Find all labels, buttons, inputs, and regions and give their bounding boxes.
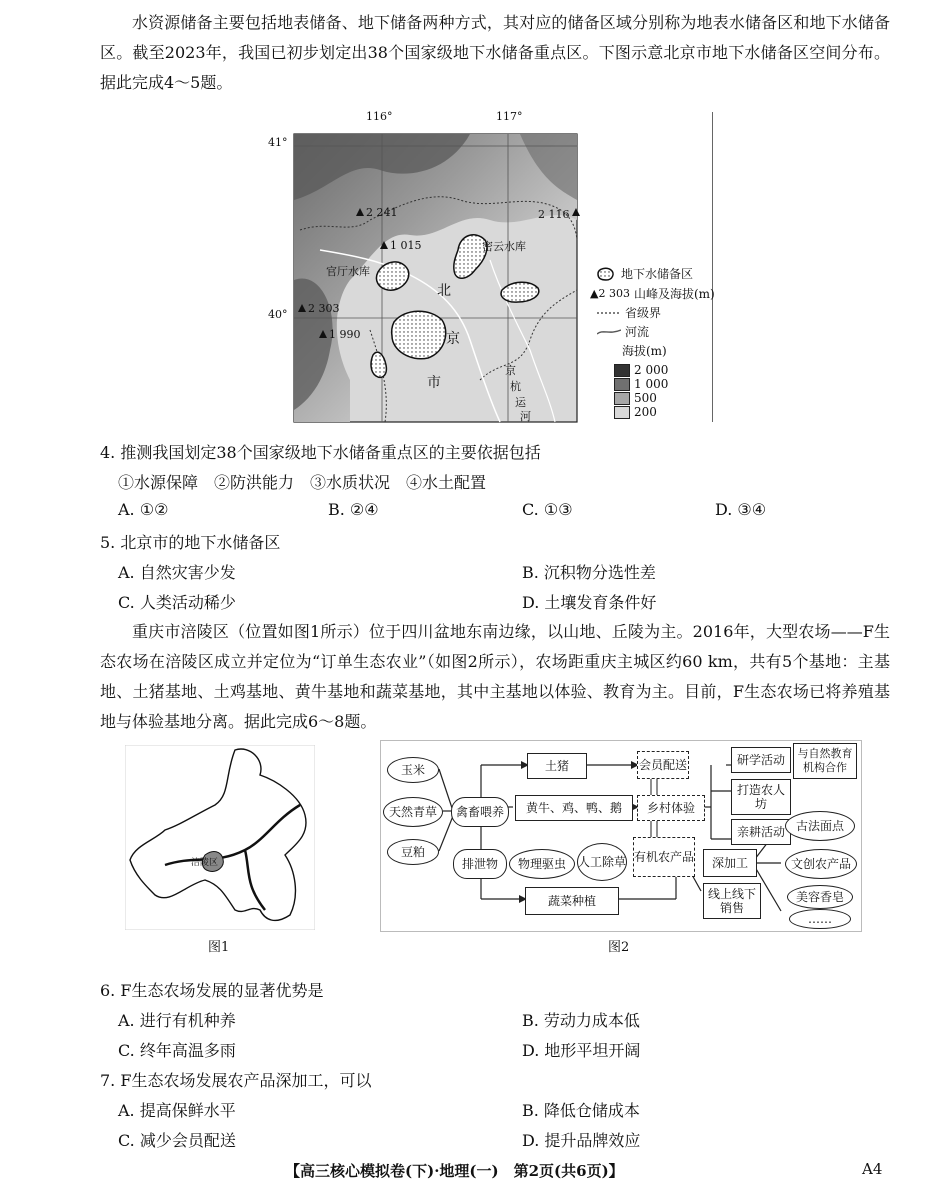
question-6-option-c[interactable]: C. 终年高温多雨: [118, 1041, 236, 1060]
storage-area-icon: [595, 266, 617, 282]
question-5-stem: 5. 北京市的地下水储备区: [100, 533, 281, 552]
elevation-level-1: [614, 363, 668, 377]
box-partner: 与自然教育机构合作: [793, 743, 857, 779]
lat-label-41: 41°: [268, 136, 288, 149]
label-bei: 北: [437, 283, 451, 299]
figure-1-caption: 图1: [208, 940, 230, 955]
box-organic: 有机农产品: [633, 837, 695, 877]
box-corn: 玉米: [387, 757, 439, 783]
elevation-level-label-2: 1 000: [634, 377, 669, 391]
question-4-option-a[interactable]: A. ①②: [118, 500, 169, 519]
box-more: ……: [789, 909, 851, 929]
question-5-option-d[interactable]: D. 土壤发育条件好: [522, 593, 657, 612]
legend-peak-sample: ▲2 303: [590, 287, 630, 300]
chongqing-outline-svg: [125, 745, 315, 930]
elevation-level-label-1: 2 000: [634, 363, 669, 377]
question-5-option-c[interactable]: C. 人类活动稀少: [118, 593, 236, 612]
peak-elevation-3: 1 015: [390, 239, 422, 252]
label-shi: 市: [427, 375, 441, 391]
elevation-level-4: [614, 405, 657, 419]
elevation-swatch-1: [614, 364, 630, 377]
legend-storage-label: 地下水储备区: [621, 267, 694, 281]
elevation-level-label-4: 200: [634, 405, 657, 419]
legend-boundary: [597, 304, 661, 321]
label-canal-1: 京: [505, 364, 516, 377]
boundary-line-icon: [597, 310, 621, 316]
question-5-option-b[interactable]: B. 沉积物分选性差: [522, 563, 656, 582]
question-7-option-b[interactable]: B. 降低仓储成本: [522, 1101, 640, 1120]
peak-elevation-1: 2 241: [366, 206, 398, 219]
figure-2-flowchart: [380, 740, 862, 932]
elevation-swatch-4: [614, 406, 630, 419]
question-7-option-d[interactable]: D. 提升品牌效应: [522, 1131, 641, 1150]
box-pig: 土猪: [527, 753, 587, 779]
question-6-option-d[interactable]: D. 地形平坦开阔: [522, 1041, 641, 1060]
map-divider: [712, 112, 713, 422]
elevation-swatch-2: [614, 378, 630, 391]
elevation-level-2: [614, 377, 668, 391]
question-7-option-a[interactable]: A. 提高保鲜水平: [118, 1101, 236, 1120]
box-grass: 天然青草: [383, 797, 443, 827]
legend-elevation-title: [622, 342, 667, 359]
intro-paragraph-1: 水资源储备主要包括地表储备、地下储备两种方式，其对应的储备区域分别称为地表水储备区和地下水储备区。截至2023年，我国已初步划定出38个国家级地下水储备重点区。下图示意北京市地下水储备区空间分布。据此完成4～5题。: [100, 13, 890, 92]
legend-storage-area: [595, 265, 693, 282]
box-physical: 物理驱虫: [509, 849, 575, 879]
peak-elevation-4: 2 303: [308, 302, 340, 315]
question-6-stem: 6. F生态农场发展的显著优势是: [100, 981, 324, 1000]
box-livestock: 禽畜喂养: [451, 797, 509, 827]
question-6-option-b[interactable]: B. 劳动力成本低: [522, 1011, 640, 1030]
box-village: 乡村体验: [637, 795, 705, 821]
box-farming: 亲耕活动: [731, 819, 791, 845]
river-line-icon: [597, 327, 621, 337]
figure-2-caption: 图2: [608, 940, 630, 955]
elevation-level-3: [614, 391, 657, 405]
lat-label-40: 40°: [268, 308, 288, 321]
elevation-swatch-3: [614, 392, 630, 405]
question-4-option-c[interactable]: C. ①③: [522, 500, 573, 519]
box-deep-processing: 深加工: [703, 849, 757, 877]
footer-title: 【高三核心模拟卷(下)·地理(一) 第2页(共6页)】: [285, 1162, 624, 1180]
legend-elevation-title-text: 海拔(m): [622, 344, 667, 358]
box-sales: 线上线下销售: [703, 883, 761, 919]
footer-code: A4: [862, 1160, 883, 1178]
box-soy: 豆粕: [387, 839, 439, 865]
box-vegetable: 蔬菜种植: [525, 887, 619, 915]
question-5-option-a[interactable]: A. 自然灾害少发: [118, 563, 236, 582]
legend-peak: [590, 285, 715, 302]
question-6-option-a[interactable]: A. 进行有机种养: [118, 1011, 236, 1030]
label-guanting-reservoir: 官厅水库: [326, 265, 370, 278]
question-4-stem: 4. 推测我国划定38个国家级地下水储备重点区的主要依据包括: [100, 443, 541, 462]
box-manure: 排泄物: [453, 849, 507, 879]
box-research: 研学活动: [731, 747, 791, 773]
elevation-level-label-3: 500: [634, 391, 657, 405]
label-canal-3: 运: [515, 396, 526, 409]
lon-label-117: 117°: [496, 110, 523, 123]
lon-label-116: 116°: [366, 110, 393, 123]
question-7-stem: 7. F生态农场发展农产品深加工，可以: [100, 1071, 372, 1090]
legend-river-label: 河流: [625, 325, 650, 339]
box-member-delivery: 会员配送: [637, 751, 689, 779]
box-workshop: 打造农人坊: [731, 779, 791, 815]
question-7-option-c[interactable]: C. 减少会员配送: [118, 1131, 236, 1150]
label-miyun-reservoir: 密云水库: [482, 240, 526, 253]
intro-paragraph-2: 重庆市涪陵区（位置如图1所示）位于四川盆地东南边缘，以山地、丘陵为主。2016年，大型农场——F生态农场在涪陵区成立并定位为“订单生态农业”（如图2所示），农场距重庆主城区约60 km，共有5个基地：主基地、土猪基地、土鸡基地、黄牛基地和蔬菜基地，其中主基地以体验、教育为主。目前，F生态农场已将养殖基地与体验基地分离。据此完成6～8题。: [100, 622, 890, 731]
legend-river: [597, 323, 649, 340]
label-canal-4: 河: [520, 410, 531, 423]
legend-peak-label: 山峰及海拔(m): [633, 287, 715, 301]
peak-elevation-5: 1 990: [329, 328, 361, 341]
question-4-option-b[interactable]: B. ②④: [328, 500, 379, 519]
label-jing: 京: [446, 331, 460, 347]
question-4-items: ①水源保障 ②防洪能力 ③水质状况 ④水土配置: [118, 473, 487, 492]
box-animals: 黄牛、鸡、鸭、鹅: [515, 795, 633, 821]
question-4-option-d[interactable]: D. ③④: [715, 500, 767, 519]
box-soap: 美容香皂: [787, 885, 853, 909]
label-canal-2: 杭: [510, 380, 521, 393]
box-weeding: 人工除草: [577, 843, 627, 881]
legend-boundary-label: 省级界: [625, 306, 662, 320]
figure-1-chongqing-map: [125, 745, 315, 930]
storage-area-4: [392, 311, 446, 359]
box-noodle: 古法面点: [785, 811, 855, 841]
peak-elevation-2: 2 116: [538, 208, 570, 221]
box-cultural: 文创农产品: [785, 849, 857, 879]
fuling-label: 涪陵区: [191, 858, 219, 868]
